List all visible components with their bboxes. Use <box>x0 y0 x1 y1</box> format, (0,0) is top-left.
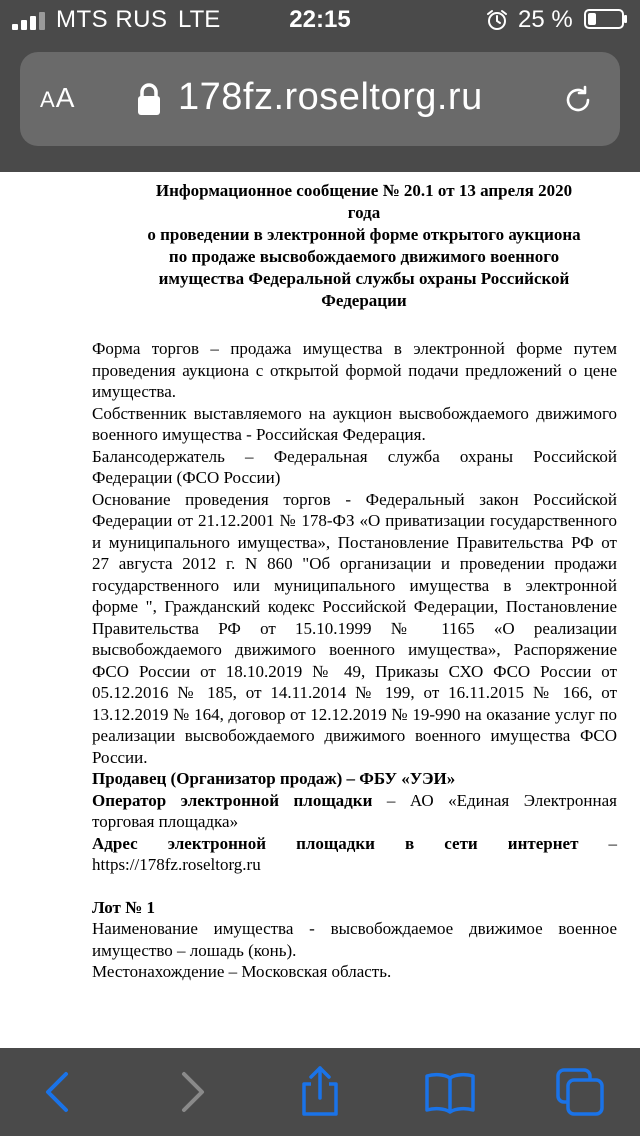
title-line: по продаже высвобождаемого движимого военного <box>168 247 560 266</box>
reload-icon[interactable] <box>562 84 594 116</box>
paragraph-auction-form: Форма торгов – продажа имущества в электронной форме путем проведения аукциона с открытой формой подачи предложений о цене имущества. <box>92 339 617 401</box>
lot-heading: Лот № 1 <box>92 897 155 917</box>
bookmarks-icon[interactable] <box>424 1066 476 1118</box>
forward-icon[interactable] <box>164 1066 216 1118</box>
lock-icon <box>136 82 162 116</box>
title-line: Федерации <box>321 291 407 310</box>
status-bar <box>0 0 640 40</box>
url-text[interactable]: 178fz.roseltorg.ru <box>178 76 483 118</box>
battery-icon <box>584 9 628 29</box>
share-icon[interactable] <box>294 1066 346 1118</box>
tabs-icon[interactable] <box>554 1066 606 1118</box>
title-line: имущества Федеральной службы охраны Российской <box>158 269 570 288</box>
title-line: о проведении в электронной форме открытого аукциона <box>147 225 581 244</box>
paragraph-platform-address: Адрес электронной площадки в сети интернет – https://178fz.roseltorg.ru <box>92 833 618 874</box>
address-bar[interactable] <box>20 52 620 146</box>
paragraph-lot-name: Наименование имущества - высвобождаемое движимое военное имущество – лошадь (конь). <box>92 919 617 960</box>
document-title <box>104 180 624 312</box>
title-line: Информационное сообщение № 20.1 от 13 апреля 2020 <box>155 181 573 200</box>
paragraph-platform-operator: Оператор электронной площадки – АО «Единая Электронная торговая площадка» <box>92 790 617 831</box>
battery-percentage: 25 % <box>518 6 573 33</box>
web-page-content[interactable] <box>0 172 640 1048</box>
paragraph-seller: Продавец (Организатор продаж) – ФБУ «УЭИ» <box>92 769 456 788</box>
carrier-name: MTS RUS <box>56 6 168 33</box>
paragraph-legal-basis: Основание проведения торгов - Федеральный закон Российской Федерации от 21.12.2001 № 178-ФЗ «О приватизации государственного и муниципального имущества», Постановление Правительства РФ от 27 августа 2012 г. N 860 "Об организации и проведении продажи государственного или муниципального имущества в электронной форме ", Гражданский кодекс Российской Федерации, Постановление Правительства РФ от 15.10.1999 № 1165 «О реализации высвобождаемого движимого военного имущества», Распоряжение ФСО России от 18.10.2019 № 49, Приказы СХО ФСО России от 05.12.2016 № 185, от 14.11.2014 № 199, от 16.11.2015 № 166, от 13.12.2019 № 164, договор от 12.12.2019 № 19-990 на оказание услуг по реализации высвобождаемого движимого военного имущества ФСО России. <box>92 489 617 767</box>
status-time: 22:15 <box>289 6 351 33</box>
document-body <box>92 338 617 983</box>
alarm-icon <box>486 9 508 31</box>
browser-address-area <box>0 40 640 172</box>
back-icon[interactable] <box>34 1066 86 1118</box>
spacer <box>92 876 617 897</box>
reader-view-button[interactable]: AA <box>40 82 76 113</box>
title-line: года <box>347 203 381 222</box>
paragraph-balance-holder: Балансодержатель – Федеральная служба охраны Российской Федерации (ФСО России) <box>92 446 617 487</box>
paragraph-lot-location: Местонахождение – Московская область. <box>92 962 392 981</box>
network-type: LTE <box>178 6 221 33</box>
browser-toolbar <box>0 1048 640 1136</box>
paragraph-owner: Собственник выставляемого на аукцион высвобождаемого движимого военного имущества - Российская Федерация. <box>92 403 617 444</box>
